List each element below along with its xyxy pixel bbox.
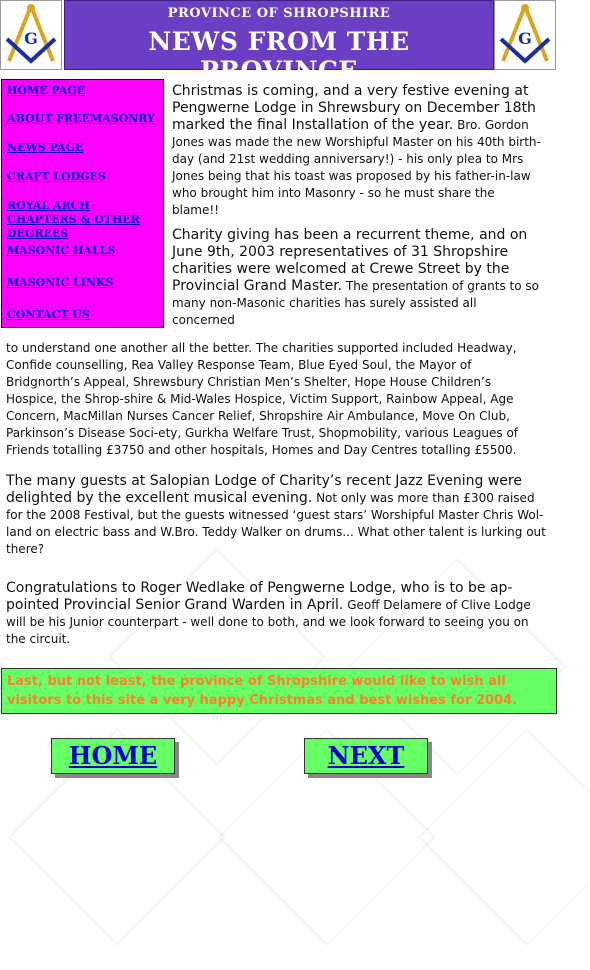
article-charity-part-2: to understand one another all the better. The charities supported included Headway, Confide counselling, Rea Valley Response Team, Blue Eyed Soul, the Mayor of Bridgnorth’s Appeal, Shrewsbury Christian Men’s Shelter, Hope House Children’s Hospice, the Shrop-shire & Mid-Wales Hospice, Victim Support, Rainbow Appeal, Age Concern, MacMillan Nurses Cancer Relief, Shropshire Air Ambulance, Move On Club, Parkinson’s Disease Soci-ety, Gurkha Welfare Trust, Shopmobility, various Leagues of Friends totalling £3750 and other hospitals, Homes and Day Centres totalling £5500. [6,341,519,457]
svg-text:G: G [518,29,532,48]
home-button[interactable]: HOME [51,738,175,774]
article-body: Geoff Delamere of Clive Lodge will be his Junior counterpart - well done to both, and we look forward to seeing you on the circuit. [6,598,531,646]
article-body: The presentation of grants to so many non-Masonic charities has surely assisted all concerned [172,279,539,327]
article-lead: Christmas is coming, and a very festive evening at Pengwerne Lodge in Shrewsbury on December 18th marked the final Installation of the year. [172,83,536,133]
square-compass-icon [0,0,62,70]
next-button[interactable]: NEXT [304,738,428,774]
province-subtitle: PROVINCE OF SHROPSHIRE [167,6,391,21]
sidebar-nav [1,79,164,328]
page-header [0,0,558,85]
svg-text:G: G [24,29,38,48]
article-body: Bro. Gordon Jones was made the new Worshipful Master on his 40th birth-day (and 21st wedding anniversary!) - his only plea to Mrs Jones being that his toast was proposed by his father-in-law who brought him into Masonry - so he must share the blame!! [172,118,541,217]
nav-link-about-freemasonry[interactable]: ABOUT FREEMASONRY [7,112,155,125]
nav-link-home-page[interactable]: HOME PAGE [7,84,86,97]
article-charity-part-1 [172,227,542,329]
nav-link-masonic-links[interactable]: MASONIC LINKS [7,276,114,289]
nav-link-masonic-halls[interactable]: MASONIC HALLS [7,244,116,257]
article-jazz-evening [6,473,546,558]
article-installation [172,83,542,219]
article-congratulations [6,580,546,648]
christmas-message: Last, but not least, the province of Shropshire would like to wish all visitors to this site a very happy Christmas and best wishes for 2004. [1,668,557,714]
article-lead: Congratulations to Roger Wedlake of Pengwerne Lodge, who is to be ap-pointed Provincial Senior Grand Warden in April. [6,580,513,613]
page-title: NEWS FROM THE PROVINCE [148,27,410,85]
nav-link-news-page[interactable]: NEWS PAGE [7,141,84,154]
nav-link-craft-lodges[interactable]: CRAFT LODGES [7,170,106,183]
article-lead: The many guests at Salopian Lodge of Charity’s recent Jazz Evening were delighted by the excellent musical evening. [6,473,522,506]
article-lead: Charity giving has been a recurrent theme, and on June 9th, 2003 representatives of 31 Shropshire charities were welcomed at Crewe Street by the Provincial Grand Master. [172,227,528,294]
article-body: Not only was more than £300 raised for the 2008 Festival, but the guests witnessed ‘guest stars’ Worshipful Master Chris Wol-land on electric bass and W.Bro. Teddy Walker on drums... What other talent is lurking out there? [6,491,546,556]
title-banner [64,0,494,85]
square-compass-icon [494,0,556,70]
nav-link-royal-arch-chapters[interactable]: ROYAL ARCH CHAPTERS & OTHER DEGREES [7,199,140,240]
nav-link-contact-us[interactable]: CONTACT US [7,308,90,321]
